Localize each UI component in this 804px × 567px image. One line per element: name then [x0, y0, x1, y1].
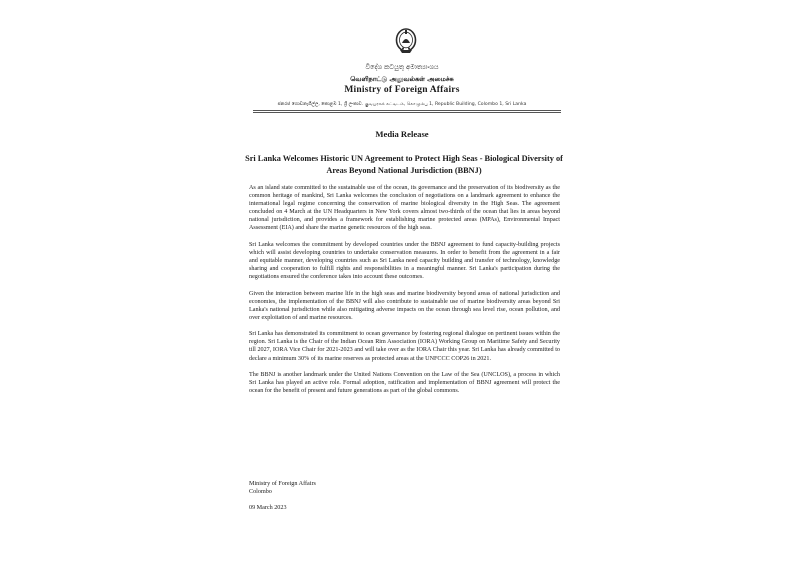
letterhead-divider: [253, 110, 561, 111]
body-paragraph: The BBNJ is another landmark under the United Nations Convention on the Law of the Sea (UNCLOS), a process in which Sri Lanka has played an active role. Formal adoption, ratification and implementation of BBNJ agreement will protect the ocean for the benefit of present and future generations as part of the global commons.: [249, 371, 560, 395]
signature-ministry: Ministry of Foreign Affairs: [249, 481, 316, 487]
ministry-name-english: Ministry of Foreign Affairs: [344, 85, 460, 95]
body-paragraph: Sri Lanka welcomes the commitment by developed countries under the BBNJ agreement to fund capacity-building projects which will assist developing countries to undertake conservation measures. In order to benefit from the agreement in a fair and equitable manner, developing countries such as Sri Lanka need capacity building and transfer of technology, knowledge sharing and cooperation to fulfill rights and responsibilities in a meaningful manner. Sri Lanka's participation during the negotiations ensured the conference takes into account these outcomes.: [249, 241, 560, 281]
body-paragraph: As an island state committed to the sustainable use of the ocean, its governance and the preservation of its biodiversity as the common heritage of mankind, Sri Lanka welcomes the conclusion of negotiations on a landmark agreement to enhance the international legal regime concerning the conservation of marine biological diversity in the High Seas. The agreement concluded on 4 March at the UN Headquarters in New York covers almost two-thirds of the ocean that lies in areas beyond national jurisdiction, and provides a framework for establishing marine protected areas (MPAs), Environmental Impact Assessment (EIA) and share the marine genetic resources of the high seas.: [249, 185, 560, 232]
ministry-name-tamil: வெளிநாட்டு அலுவல்கள் அமைச்சு: [350, 75, 454, 83]
letterhead-divider-lower: [253, 112, 561, 113]
release-date: 09 March 2023: [249, 505, 287, 511]
release-body: [249, 184, 560, 404]
ministry-address: ජනරජ ගොඩනැගිල්ල, කොළඹ 1, ශ්‍රී ලංකාව. குடியரசுக் கட்டிடம், கொழும்பு 1, Republic Building, Colombo 1, Sri Lanka: [277, 102, 527, 107]
signature-block: [249, 480, 316, 496]
ministry-name-sinhala: විදේශ කටයුතු අමාත්‍යාංශය: [365, 63, 439, 71]
signature-city: Colombo: [249, 489, 272, 496]
document-heading: Media Release: [375, 129, 429, 139]
release-title: Sri Lanka Welcomes Historic UN Agreement to Protect High Seas - Biological Diversity of Areas Beyond National Jurisdiction (BBNJ): [245, 154, 563, 175]
national-emblem-icon: [395, 27, 417, 55]
body-paragraph: Sri Lanka has demonstrated its commitment to ocean governance by fostering regional dialogue on pertinent issues within the region. Sri Lanka is the Chair of the Indian Ocean Rim Association (IORA) Working Group on Maritime Safety and Security till 2027, IORA Vice Chair for 2021-2023 and will take over as the IORA Chair this year. Sri Lanka has already committed to declare a minimum 30% of its marine reserves as protected areas at the UNFCCC COP26 in 2021.: [249, 331, 560, 362]
body-paragraph: Given the interaction between marine life in the high seas and marine biodiversity beyond areas of national jurisdiction and economies, the implementation of the BBNJ will also contribute to sustainable use of marine biodiversity areas beyond Sri Lanka's national jurisdiction while also mitigating adverse impacts on the ocean through sea level rise, ocean pollution, and over exploitation of and marine resources.: [249, 290, 560, 321]
